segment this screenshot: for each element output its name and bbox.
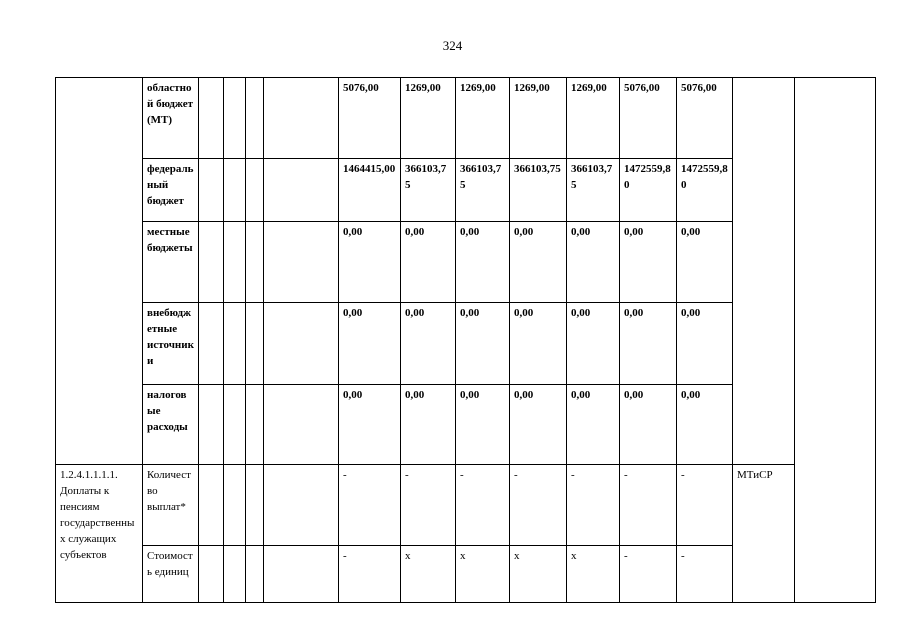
value-cell: 1269,00 xyxy=(456,78,510,159)
value-cell: 0,00 xyxy=(620,222,677,303)
funding-source: налоговые расходы xyxy=(143,385,199,465)
value-cell: 366103,75 xyxy=(456,159,510,222)
responsible-executor: МТиСР xyxy=(733,465,795,603)
value-cell: 1269,00 xyxy=(510,78,567,159)
value-cell: 0,00 xyxy=(401,303,456,385)
value-cell: - xyxy=(401,465,456,546)
value-cell: 0,00 xyxy=(456,303,510,385)
value-cell: 1472559,80 xyxy=(620,159,677,222)
value-cell: 0,00 xyxy=(677,303,733,385)
value-cell: 366103,75 xyxy=(401,159,456,222)
value-cell: - xyxy=(339,465,401,546)
value-cell: 1472559,80 xyxy=(677,159,733,222)
value-cell: 0,00 xyxy=(510,222,567,303)
value-cell: - xyxy=(510,465,567,546)
value-cell: 0,00 xyxy=(567,222,620,303)
value-cell: 1269,00 xyxy=(401,78,456,159)
indicator-label: Количество выплат* xyxy=(143,465,199,546)
value-cell: 0,00 xyxy=(620,385,677,465)
funding-source: внебюджетные источники xyxy=(143,303,199,385)
funding-source: областной бюджет (МТ) xyxy=(143,78,199,159)
value-cell: - xyxy=(677,546,733,603)
value-cell: 0,00 xyxy=(401,385,456,465)
value-cell: 5076,00 xyxy=(620,78,677,159)
value-cell: 0,00 xyxy=(339,222,401,303)
value-cell: х xyxy=(456,546,510,603)
value-cell: 0,00 xyxy=(677,222,733,303)
value-cell: 0,00 xyxy=(620,303,677,385)
value-cell: 1464415,00 xyxy=(339,159,401,222)
value-cell: 366103,75 xyxy=(510,159,567,222)
value-cell: - xyxy=(620,465,677,546)
value-cell: х xyxy=(510,546,567,603)
value-cell: 366103,75 xyxy=(567,159,620,222)
value-cell: - xyxy=(620,546,677,603)
responsible-cell-empty xyxy=(733,78,795,465)
value-cell: 5076,00 xyxy=(339,78,401,159)
code-cell-empty xyxy=(56,78,143,465)
value-cell: 0,00 xyxy=(567,385,620,465)
budget-table xyxy=(55,77,876,603)
value-cell: х xyxy=(567,546,620,603)
value-cell: 0,00 xyxy=(567,303,620,385)
value-cell: 0,00 xyxy=(339,385,401,465)
result-cell-empty xyxy=(795,78,876,603)
value-cell: - xyxy=(339,546,401,603)
value-cell: - xyxy=(677,465,733,546)
value-cell: 0,00 xyxy=(456,385,510,465)
value-cell: х xyxy=(401,546,456,603)
measure-title: 1.2.4.1.1.1.1. Доплаты к пенсиям государственных служащих субъектов xyxy=(56,465,143,603)
table-row xyxy=(56,465,876,546)
value-cell: 0,00 xyxy=(401,222,456,303)
value-cell: 1269,00 xyxy=(567,78,620,159)
value-cell: 0,00 xyxy=(456,222,510,303)
table-row xyxy=(56,78,876,159)
value-cell: - xyxy=(567,465,620,546)
funding-source: федеральный бюджет xyxy=(143,159,199,222)
value-cell: 0,00 xyxy=(677,385,733,465)
value-cell: 0,00 xyxy=(510,385,567,465)
indicator-label: Стоимость единиц xyxy=(143,546,199,603)
funding-source: местные бюджеты xyxy=(143,222,199,303)
value-cell: 5076,00 xyxy=(677,78,733,159)
value-cell: 0,00 xyxy=(339,303,401,385)
value-cell: - xyxy=(456,465,510,546)
value-cell: 0,00 xyxy=(510,303,567,385)
page-number: 324 xyxy=(442,38,463,53)
